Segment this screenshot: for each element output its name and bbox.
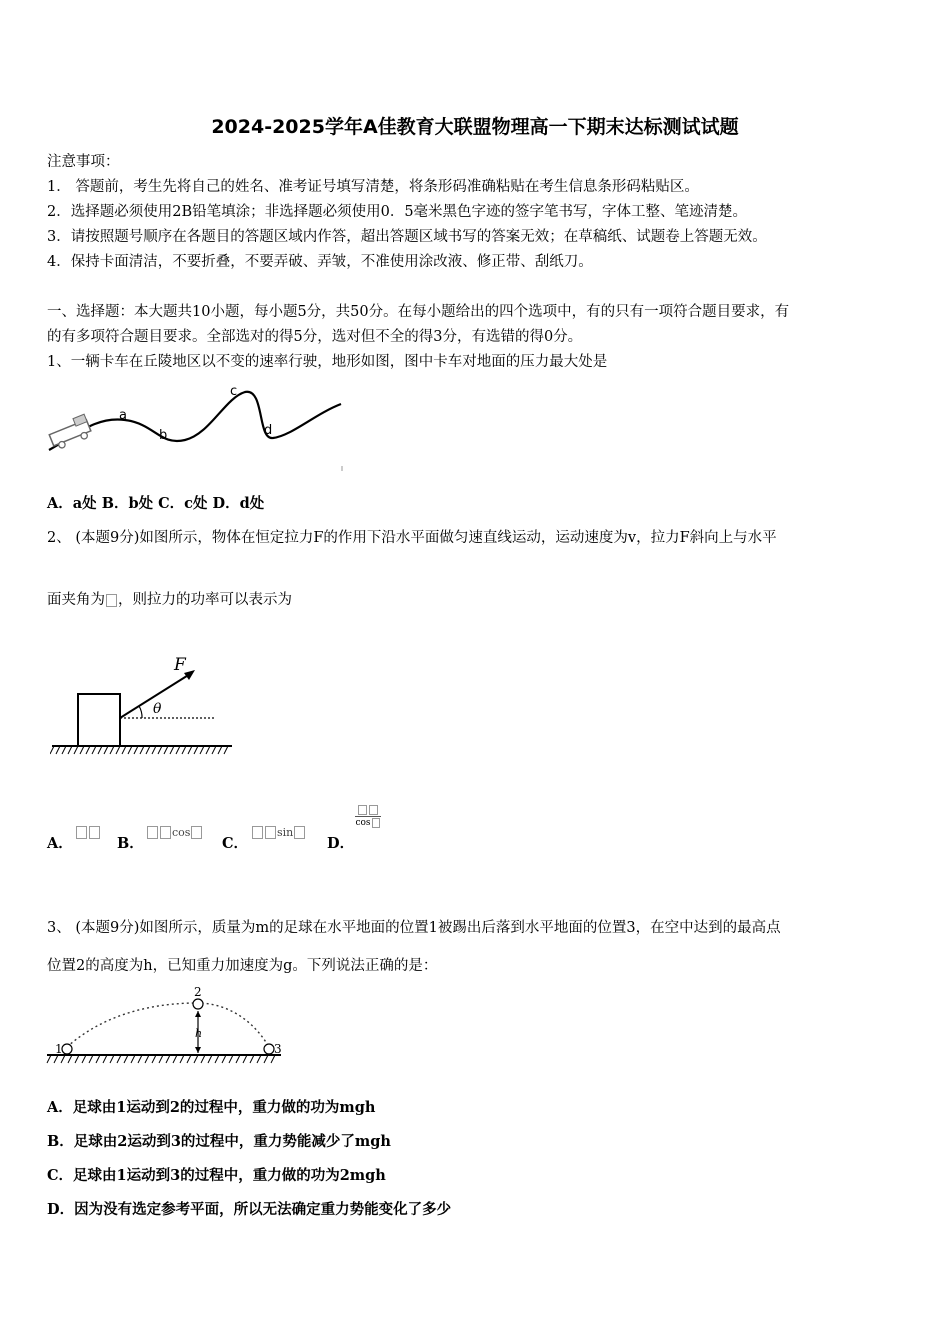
q2-option-b-label: B． [117,835,144,852]
cos-text: cos [172,826,191,839]
missing-glyph-icon [76,826,87,839]
truck-icon [47,414,93,450]
q2-stem-line-1: 2、 (本题9分)如图所示，物体在恒定拉力F的作用下沿水平面做匀速直线运动，运动速度为v，拉力F斜向上与水平 [47,530,777,546]
fraction [355,804,381,829]
q1-options: A．a处 B．b处 C．c处 D．d处 [47,495,265,512]
arrow-down-icon [195,1047,201,1053]
missing-glyph-icon [89,826,100,839]
missing-glyph-icon [265,826,276,839]
missing-glyph-icon [160,826,171,839]
height-label: h [195,1027,203,1040]
notice-heading: 注意事项： [47,154,120,170]
missing-glyph-icon [372,818,380,828]
q3-trajectory-figure [45,983,285,1068]
q2-stem-line-2 [47,590,292,610]
q2-option-d-formula [355,804,381,829]
notice-item-2: 2．选择题必须使用2B铅笔填涂；非选择题必须使用0．5毫米黑色字迹的签字笔书写，字体工整、笔迹清楚。 [47,204,748,220]
q1-terrain-figure [45,378,355,473]
q2-option-c-label: C． [222,835,249,852]
q2-option-b-formula [146,824,203,840]
position-1-label: 1 [55,1042,63,1056]
position-2-label: 2 [194,985,202,999]
missing-glyph-icon [358,805,367,815]
ball-position-2-icon [193,999,203,1009]
q1-stem: 1、一辆卡车在丘陵地区以不变的速率行驶，地形如图，图中卡车对地面的压力最大处是 [47,354,608,370]
q3-stem-line-1: 3、 (本题9分)如图所示，质量为m的足球在水平地面的位置1被踢出后落到水平地面的位置3，在空中达到的最高点 [47,920,781,936]
missing-glyph-icon [294,826,305,839]
missing-glyph-icon [191,826,202,839]
q2-force-figure [50,650,235,760]
missing-glyph-icon [369,805,378,815]
page-title: 2024-2025学年A佳教育大联盟物理高一下期末达标测试试题 [211,116,739,138]
q3-option-b: B．足球由2运动到3的过程中，重力势能减少了mgh [47,1133,391,1150]
ball-position-1-icon [62,1044,72,1054]
q2-option-c-formula [251,824,306,840]
notice-item-1: 1． 答题前，考生先将自己的姓名、准考证号填写清楚，将条形码准确粘贴在考生信息条形码粘贴区。 [47,179,699,195]
ground-hatching [50,746,228,754]
q2-option-a-label: A． [47,835,73,852]
arrow-up-icon [195,1011,201,1017]
section-intro-line-1: 一、选择题：本大题共10小题，每小题5分，共50分。在每小题给出的四个选项中，有的只有一项符合题目要求，有 [47,304,790,320]
q3-stem-line-2: 位置2的高度为h，已知重力加速度为g。下列说法正确的是： [47,958,438,974]
label-c: c [230,384,238,399]
force-label: F [174,655,186,675]
q3-option-d: D．因为没有选定参考平面，所以无法确定重力势能变化了多少 [47,1201,452,1218]
notice-item-4: 4．保持卡面清洁，不要折叠，不要弄破、弄皱，不准使用涂改液、修正带、刮纸刀。 [47,254,593,270]
missing-glyph-icon [147,826,158,839]
sin-text: sin [277,826,294,839]
label-a: a [119,408,127,423]
missing-glyph-icon [106,594,117,607]
notice-item-3: 3．请按照题号顺序在各题目的答题区域内作答，超出答题区域书写的答案无效；在草稿纸、试题卷上答题无效。 [47,229,767,245]
ground-hatching [47,1055,275,1063]
angle-arc [139,706,142,718]
q2-option-d-label: D． [327,835,355,852]
trajectory-path [67,1003,269,1047]
label-d: d [264,423,273,438]
ball-position-3-icon [264,1044,274,1054]
q2-stem-part-b: ，则拉力的功率可以表示为 [118,592,292,608]
cos-denominator-text: cos [355,818,371,828]
terrain-curve [49,392,341,450]
q3-option-a: A．足球由1运动到2的过程中，重力做的功为mgh [47,1099,376,1116]
theta-label: θ [153,701,162,717]
section-intro-line-2: 的有多项符合题目要求。全部选对的得5分，选对但不全的得3分，有选错的得0分。 [47,329,583,345]
q2-stem-part-a: 面夹角为 [47,592,105,608]
block [78,694,120,746]
q2-option-a-formula [75,824,101,840]
missing-glyph-icon [252,826,263,839]
q3-option-c: C．足球由1运动到3的过程中，重力做的功为2mgh [47,1167,386,1184]
label-b: b [159,428,168,443]
position-3-label: 3 [274,1042,282,1056]
